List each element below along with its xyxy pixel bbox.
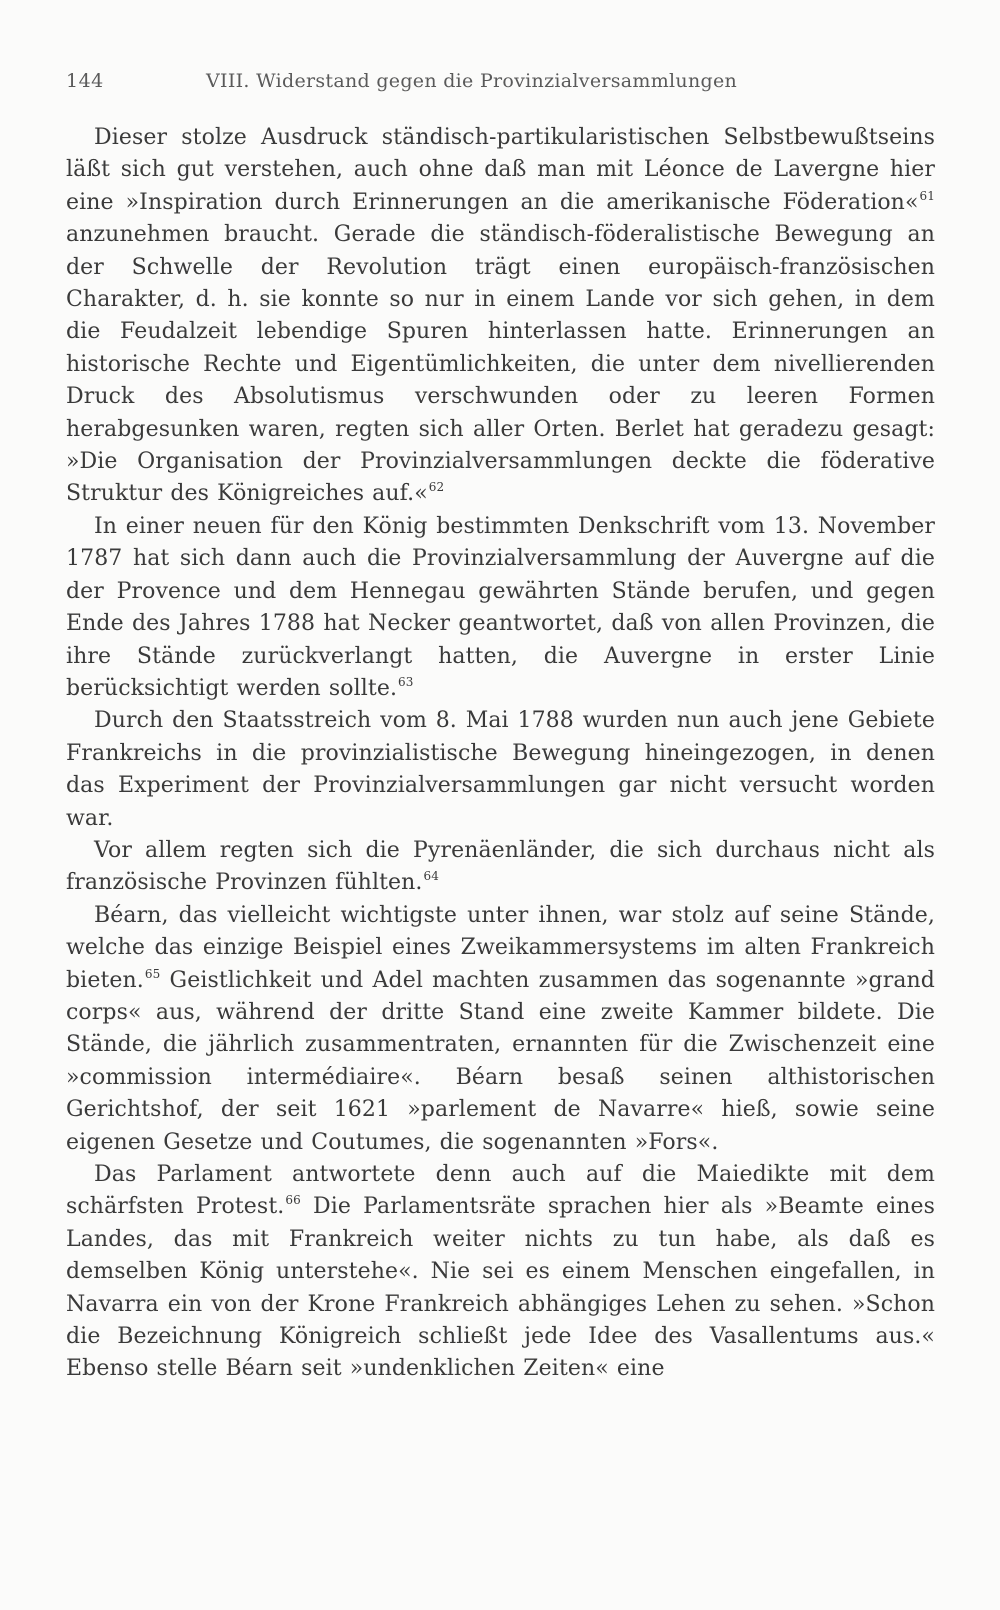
paragraph [66, 511, 935, 705]
text-segment: Durch den Staatsstreich vom 8. Mai 1788 wurden nun auch jene Gebiete Frankreichs in die provinzialistische Bewegung hineingezogen, in denen das Experiment der Provinzialversammlungen gar nicht versucht worden war. [66, 708, 935, 831]
footnote-ref: 63 [398, 674, 414, 689]
paragraph [66, 122, 935, 511]
footnote-ref: 65 [144, 966, 161, 981]
page-header [66, 70, 935, 108]
text-segment: In einer neuen für den König bestimmten Denkschrift vom 13. November 1787 hat sich dann auch die Provinzialversammlung der Auvergne auf die der Provence und dem Hennegau gewährten Stände berufen, und gegen Ende des Jahres 1788 hat Necker geantwortet, daß von allen Provinzen, die ihre Stände zurückverlangt hatten, die Auvergne in erster Linie berücksichtigt werden sollte. [66, 513, 935, 701]
text-segment: anzunehmen braucht. Gerade die ständisch-föderalistische Bewegung an der Schwelle der Revolution trägt einen europäisch-französischen Charakter, d. h. sie konnte so nur in einem Lande vor sich gehen, in dem die Feudalzeit lebendige Spuren hinterlassen hatte. Erinnerungen an historische Rechte und Eigentümlichkeiten, die unter dem nivellierenden Druck des Absolutismus verschwunden oder zu leeren Formen herabgesunken waren, regten sich aller Orten. Berlet hat geradezu gesagt: »Die Organisation der Provinzialversammlungen deckte die föderative Struktur des Königreiches auf.« [66, 222, 935, 507]
paragraph [66, 835, 935, 900]
footnote-ref: 64 [423, 869, 439, 884]
text-segment: Das Parlament antwortete denn auch auf die Maiedikte mit dem schärfsten Protest. [66, 1162, 935, 1220]
text-segment: Geistlichkeit und Adel machten zusammen das sogenannte »grand corps« aus, während der dritte Stand eine zweite Kammer bildete. Die Stände, die jährlich zusammentraten, ernannten für die Zwischenzeit eine »commission intermédiaire«. Béarn besaß seinen althistorischen Gerichtshof, der seit 1621 »parlement de Navarre« hieß, sowie seine eigenen Gesetze und Coutumes, die sogenannten »Fors«. [66, 967, 935, 1155]
body-text [66, 122, 935, 1386]
footnote-ref: 61 [919, 188, 935, 203]
footnote-ref: 62 [428, 480, 445, 495]
text-segment: Dieser stolze Ausdruck ständisch-partikularistischen Selbstbewußtseins läßt sich gut verstehen, auch ohne daß man mit Léonce de Lavergne hier eine »Inspiration durch Erinnerungen an die amerikanische Föderation« [66, 125, 935, 215]
paragraph [66, 1159, 935, 1386]
text-segment: Béarn, das vielleicht wichtigste unter ihnen, war stolz auf seine Stände, welche das einzige Beispiel eines Zweikammersystems im alten Frankreich bieten. [66, 902, 935, 993]
paragraph [66, 705, 935, 835]
footnote-ref: 66 [285, 1193, 301, 1208]
running-title: VIII. Widerstand gegen die Provinzialversammlungen [206, 70, 738, 92]
text-segment: Vor allem regten sich die Pyrenäenländer, die sich durchaus nicht als französische Provinzen fühlten. [66, 837, 935, 896]
text-segment: Die Parlamentsräte sprachen hier als »Beamte eines Landes, das mit Frankreich weiter nichts zu tun habe, als daß es demselben König unterstehe«. Nie sei es einem Menschen eingefallen, in Navarra ein von der Krone Frankreich abhängiges Lehen zu sehen. »Schon die Bezeichnung Königreich schließt jede Idee des Vasallentums aus.« Ebenso stelle Béarn seit »undenklichen Zeiten« eine [66, 1194, 935, 1382]
page-number: 144 [66, 70, 104, 92]
paragraph [66, 900, 935, 1159]
